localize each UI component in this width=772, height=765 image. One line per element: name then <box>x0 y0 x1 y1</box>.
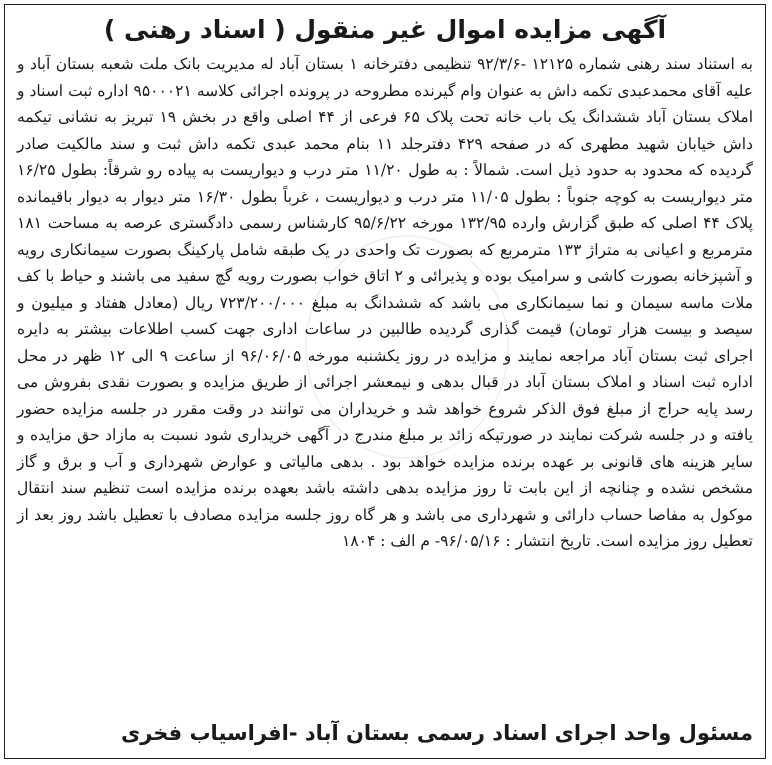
notice-frame <box>4 4 766 759</box>
notice-body: به استناد سند رهنی شماره ۱۲۱۲۵ -۹۲/۳/۶ تنظیمی دفترخانه ۱ بستان آباد له مدیریت بانک ملت شعبه بستان آباد و علیه آقای محمدعبدی تکمه داش به عنوان وام گیرنده مطروحه در پرونده اجرائی کلاسه ۹۵۰۰۰۲۱ اداره ثبت اسناد و املاک بستان آباد ششدانگ یک باب خانه تحت پلاک ۶۵ فرعی از ۴۴ اصلی واقع در بخش ۱۹ تبریز به نشانی تیکمه داش خیابان شهید مطهری که در صفحه ۴۲۹ دفترجلد ۱۱ بنام محمد عبدی تکمه داش ثبت و سند مالکیت صادر گردیده که محدود به حدود ذیل است. شمالاً : به طول ۱۱/۲۰ متر درب و دیواریست به پیاده رو شرقاً: بطول ۱۶/۲۵ متر دیواریست به کوچه جنوباً : بطول ۱۱/۰۵ متر درب و دیواریست ، غرباً بطول ۱۶/۳۰ متر دیوار به دیوار باقیمانده پلاک ۴۴ اصلی که طبق گزارش وارده ۱۳۲/۹۵ مورخه ۹۵/۶/۲۲ کارشناس رسمی دادگستری عرصه به مساحت ۱۸۱ مترمربع و اعیانی به متراژ ۱۳۳ مترمربع که بصورت تک واحدی در یک طبقه شامل پارکینگ بصورت سیمانکاری رویه و آشپزخانه بصورت کاشی و سرامیک بوده و پذیرائی و ۲ اتاق خواب بصورت رویه گچ سفید می باشند و حیاط با کف ملات ماسه سیمان و نما سیمانکاری می باشد که ششدانگ به مبلغ ۷۲۳/۲۰۰/۰۰۰ ریال (معادل هفتاد و میلیون و سیصد و بیست هزار تومان) قیمت گذاری گردیده طالبین در ساعات اداری جهت کسب اطلاعات بیشتر به دایره اجرای ثبت بستان آباد مراجعه نمایند و مزایده در روز یکشنبه مورخه ۹۶/۰۶/۰۵ از ساعت ۹ الی ۱۲ ظهر در محل اداره ثبت اسناد و املاک بستان آباد در قبال بدهی و نیمعشر اجرائی از طریق مزایده و بصورت نقدی بفروش می رسد پایه حراج از مبلغ فوق الذکر شروع خواهد شد و خریداران می توانند در وقت مقرر در جلسه مزایده حضور یافته و در جلسه شرکت نمایند در صورتیکه زائد بر مبلغ مندرج در آگهی خریداری شود نسبت به مازاد حق مزایده و سایر هزینه های قانونی بر عهده برنده مزایده خواهد بود . بدهی مالیاتی و عوارض شهرداری و آب و برق و گاز مشخص نشده و چنانچه از این بابت تا روز مزایده بدهی داشته باشد بعهده برنده مزایده است تنظیم سند انتقال موکول به مفاصا حساب دارائی و شهرداری می باشد و هر گاه روز جلسه مزایده مصادف با تعطیل باشد روز بعد از تعطیل روز مزایده است. تاریخ انتشار : ۹۶/۰۵/۱۶- م الف : ۱۸۰۴ <box>17 55 754 550</box>
notice-signature: مسئول واحد اجرای اسناد رسمی بستان آباد -افراسیاب فخری <box>120 721 753 745</box>
notice-title: آگهی مزایده اموال غیر منقول ( اسناد رهنی ) <box>103 15 667 44</box>
